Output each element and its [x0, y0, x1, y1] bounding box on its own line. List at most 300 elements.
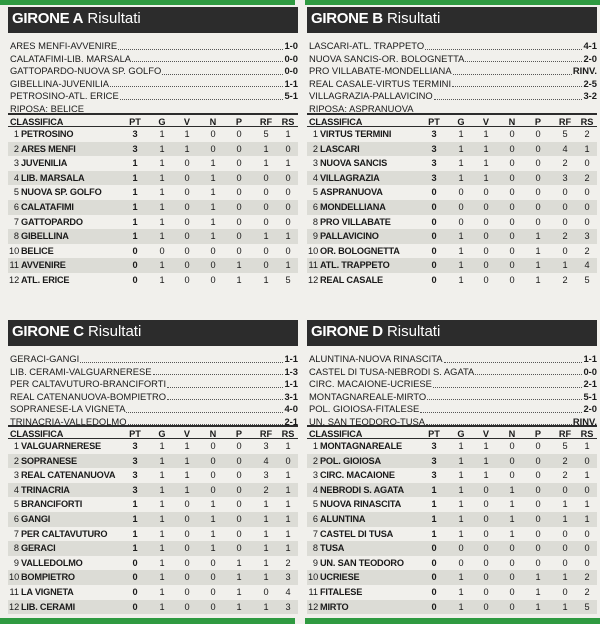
standings-row: [307, 527, 597, 542]
standings-g: 0: [159, 245, 165, 256]
standings-row: [8, 127, 298, 142]
standings-pt: 0: [132, 274, 138, 285]
standings-rf: 4: [562, 143, 568, 154]
standings-rs: 0: [285, 245, 291, 256]
standings-v: 1: [184, 441, 190, 451]
standings-row: [8, 468, 298, 483]
standings-p: 1: [535, 245, 541, 256]
standings-team: LASCARI: [320, 143, 360, 154]
standings-g: 1: [458, 572, 464, 583]
standings-n: 0: [509, 245, 515, 256]
standings-pt: 1: [431, 499, 437, 510]
standings-v: 0: [184, 245, 190, 256]
standings-rf: 0: [263, 187, 269, 198]
standings-team: UN. SAN TEODORO: [320, 557, 404, 568]
standings-pt: 0: [132, 260, 138, 271]
standings-rs: 1: [584, 499, 590, 510]
standings-n: 0: [210, 484, 216, 495]
dot-leader: [453, 65, 572, 75]
standings-rs: 0: [584, 543, 590, 554]
result-score: 1-3: [284, 365, 298, 377]
standings-rf: 0: [562, 201, 568, 212]
standings-team: TUSA: [320, 543, 345, 554]
column-header-n: N: [508, 429, 516, 439]
standings-p: 0: [236, 470, 242, 481]
standings-p: 0: [535, 216, 541, 227]
standings-pt: 1: [431, 513, 437, 524]
standings-p: 1: [236, 260, 242, 271]
standings-pt: 3: [431, 172, 437, 183]
column-header-v: V: [183, 429, 191, 439]
result-match: GERACI-GANGI: [10, 353, 80, 364]
standings-p: 0: [236, 187, 242, 198]
standings-v: 0: [483, 528, 489, 539]
standings-g: 1: [458, 143, 464, 154]
standings-rs: 1: [285, 513, 291, 524]
result-score: 5-1: [284, 90, 298, 101]
result-row: [8, 90, 298, 103]
standings-rf: 5: [562, 441, 568, 451]
standings-p: 0: [236, 484, 242, 495]
standings-g: 1: [458, 129, 464, 139]
result-match: ARES MENFI-AVVENIRE: [10, 40, 118, 51]
standings-g: 1: [458, 528, 464, 539]
girone-d-header: [307, 320, 597, 346]
standings-rf: 5: [263, 129, 269, 139]
standings-row: [8, 273, 298, 288]
standings-p: 0: [236, 201, 242, 212]
standings-rs: 0: [584, 455, 590, 466]
column-header-pt: PT: [129, 117, 141, 127]
standings-rs: 0: [584, 528, 590, 539]
standings-rf: 1: [263, 528, 269, 539]
standings-rf: 0: [263, 216, 269, 227]
standings-g: 1: [159, 143, 165, 154]
standings-rs: 2: [584, 586, 590, 597]
standings-p: 1: [535, 586, 541, 597]
standings-p: 0: [535, 455, 541, 466]
standings-pt: 1: [132, 513, 138, 524]
standings-position: 8: [13, 543, 19, 554]
result-match: CIRC. MACAIONE-UCRIESE: [309, 378, 432, 389]
standings-p: 0: [236, 543, 242, 554]
standings-pt: 3: [132, 455, 138, 466]
standings-position: 12: [308, 274, 319, 285]
standings-team: LIB. MARSALA: [21, 172, 85, 183]
standings-row: [307, 468, 597, 483]
standings-n: 0: [509, 586, 515, 597]
standings-p: 0: [535, 143, 541, 154]
standings-p: 1: [535, 260, 541, 271]
standings-rf: 0: [562, 187, 568, 198]
result-score: 5-1: [583, 390, 597, 402]
standings-position: 2: [13, 455, 19, 466]
standings-rs: 0: [584, 484, 590, 495]
standings-rf: 1: [562, 499, 568, 510]
standings-n: 0: [509, 274, 515, 285]
standings-g: 1: [159, 513, 165, 524]
standings-v: 1: [184, 143, 190, 154]
standings-position: 4: [13, 172, 19, 183]
standings-rf: 0: [562, 216, 568, 227]
standings-rf: 1: [263, 231, 269, 242]
dot-leader: [167, 391, 283, 401]
standings-p: 0: [535, 543, 541, 554]
standings-pt: 0: [431, 601, 437, 612]
dot-leader: [128, 416, 284, 426]
result-score: 4-1: [583, 40, 597, 51]
standings-p: 0: [236, 245, 242, 256]
standings-pt: 3: [132, 143, 138, 154]
standings-p: 0: [535, 470, 541, 481]
standings-pt: 0: [431, 543, 437, 554]
standings-position: 11: [9, 260, 19, 271]
standings-position: 6: [312, 201, 318, 212]
column-header-rs: RS: [281, 429, 295, 439]
standings-g: 1: [159, 187, 165, 198]
standings-position: 10: [308, 245, 319, 256]
standings-g: 1: [159, 572, 165, 583]
standings-rs: 2: [584, 172, 590, 183]
girone-b-standings-table: [307, 113, 597, 288]
standings-row: [307, 556, 597, 571]
standings-rf: 3: [562, 172, 568, 183]
standings-g: 1: [159, 216, 165, 227]
standings-pt: 0: [431, 201, 437, 212]
standings-g: 1: [458, 586, 464, 597]
column-header-p: P: [235, 429, 243, 439]
result-row: [8, 391, 298, 404]
standings-n: 1: [210, 231, 216, 242]
standings-rf: 0: [263, 586, 269, 597]
standings-n: 0: [210, 572, 216, 583]
column-header-rs: RS: [580, 429, 594, 439]
top-green-band-right: [305, 0, 600, 5]
result-row: [8, 53, 298, 66]
standings-row: [8, 541, 298, 556]
standings-position: 7: [312, 528, 318, 539]
standings-rf: 0: [263, 172, 269, 183]
standings-v: 0: [184, 274, 190, 285]
standings-v: 0: [483, 245, 489, 256]
dot-leader: [426, 416, 572, 426]
standings-position: 7: [13, 528, 19, 539]
standings-p: 0: [236, 129, 242, 139]
result-score: RINV.: [572, 65, 597, 76]
standings-team: BRANCIFORTI: [21, 499, 83, 510]
result-match: PER CALTAVUTURO-BRANCIFORTI: [10, 378, 167, 389]
dot-leader: [118, 40, 283, 50]
column-header-v: V: [482, 117, 490, 127]
standings-team: OR. BOLOGNETTA: [320, 245, 400, 256]
standings-position: 11: [9, 586, 19, 597]
result-score: 1-1: [284, 77, 298, 89]
standings-g: 1: [159, 158, 165, 169]
standings-rs: 1: [584, 441, 590, 451]
standings-row: [307, 512, 597, 527]
standings-team: POL. GIOIOSA: [320, 455, 381, 466]
standings-p: 0: [236, 172, 242, 183]
standings-rf: 1: [562, 260, 568, 271]
standings-position: 5: [312, 187, 318, 198]
standings-rs: 1: [285, 528, 291, 539]
column-header-classifica: CLASSIFICA: [10, 117, 64, 127]
standings-position: 1: [312, 441, 318, 451]
standings-pt: 1: [431, 484, 437, 495]
standings-p: 0: [535, 528, 541, 539]
bottom-green-band-right: [305, 618, 600, 624]
standings-row: [8, 215, 298, 230]
standings-rs: 0: [285, 172, 291, 183]
result-match: MONTAGNAREALE-MIRTO: [309, 390, 427, 402]
standings-position: 5: [13, 499, 19, 510]
standings-v: 0: [483, 543, 489, 554]
standings-position: 2: [312, 455, 318, 466]
standings-n: 0: [210, 441, 216, 451]
standings-team: ATL. TRAPPETO: [320, 260, 390, 271]
result-match: PETROSINO-ATL. ERICE: [10, 90, 119, 101]
standings-v: 1: [483, 470, 489, 481]
standings-rs: 1: [285, 260, 291, 271]
standings-n: 0: [509, 572, 515, 583]
standings-g: 1: [458, 158, 464, 169]
dot-leader: [465, 53, 582, 63]
standings-n: 1: [509, 484, 515, 495]
standings-team: UCRIESE: [320, 572, 360, 583]
result-score: 1-0: [284, 40, 298, 51]
standings-v: 0: [184, 231, 190, 242]
standings-pt: 1: [132, 216, 138, 227]
result-score: 1-1: [284, 353, 298, 364]
standings-v: 1: [483, 441, 489, 451]
standings-n: 0: [509, 260, 515, 271]
standings-n: 0: [509, 143, 515, 154]
standings-rf: 3: [263, 441, 269, 451]
standings-g: 0: [458, 187, 464, 198]
standings-row: [8, 527, 298, 542]
standings-pt: 1: [132, 231, 138, 242]
column-header-v: V: [482, 429, 490, 439]
standings-rs: 1: [584, 143, 590, 154]
standings-rf: 2: [562, 455, 568, 466]
standings-g: 1: [159, 260, 165, 271]
standings-team: GANGI: [21, 513, 51, 524]
standings-team: ATL. ERICE: [21, 274, 70, 285]
standings-v: 0: [184, 158, 190, 169]
result-row: [307, 40, 597, 53]
standings-n: 0: [509, 201, 515, 212]
standings-rf: 0: [562, 586, 568, 597]
standings-g: 1: [159, 455, 165, 466]
standings-v: 0: [483, 572, 489, 583]
standings-position: 3: [13, 470, 19, 481]
standings-row: [8, 229, 298, 244]
dot-leader: [475, 366, 582, 376]
girone-b-results-list: [307, 40, 597, 115]
standings-n: 0: [210, 129, 216, 139]
standings-v: 0: [184, 187, 190, 198]
girone-a-results-list: [8, 40, 298, 115]
standings-rf: 0: [263, 245, 269, 256]
standings-n: 1: [509, 528, 515, 539]
standings-n: 0: [509, 231, 515, 242]
result-match: REAL CATENANUOVA-BOMPIETRO: [10, 390, 167, 402]
standings-rf: 3: [263, 470, 269, 481]
standings-rs: 0: [285, 455, 291, 466]
result-match: REAL CASALE-VIRTUS TERMINI: [309, 77, 452, 89]
standings-row: [307, 200, 597, 215]
standings-v: 1: [184, 470, 190, 481]
girone-d-standings-table: [307, 425, 597, 614]
standings-g: 1: [458, 274, 464, 285]
dot-leader: [132, 53, 283, 63]
result-score: RINV.: [572, 415, 597, 427]
result-match: GATTOPARDO-NUOVA SP. GOLFO: [10, 65, 162, 76]
standings-rs: 1: [285, 158, 291, 169]
standings-p: 0: [236, 158, 242, 169]
standings-g: 0: [458, 543, 464, 554]
standings-n: 0: [509, 172, 515, 183]
standings-v: 1: [483, 455, 489, 466]
standings-g: 1: [159, 201, 165, 212]
standings-rs: 2: [584, 245, 590, 256]
result-row: [8, 353, 298, 366]
standings-position: 9: [312, 557, 318, 568]
standings-v: 0: [483, 274, 489, 285]
standings-team: NEBRODI S. AGATA: [320, 484, 404, 495]
standings-v: 0: [483, 231, 489, 242]
standings-rs: 1: [285, 543, 291, 554]
result-match: PRO VILLABATE-MONDELLIANA: [309, 65, 452, 76]
standings-row: [8, 156, 298, 171]
standings-v: 0: [184, 543, 190, 554]
standings-team: PALLAVICINO: [320, 231, 379, 242]
standings-position: 2: [13, 143, 19, 154]
standings-position: 3: [13, 158, 19, 169]
standings-team: BELICE: [21, 245, 54, 256]
dot-leader: [434, 90, 583, 100]
standings-pt: 3: [431, 129, 437, 139]
standings-g: 1: [159, 274, 165, 285]
dot-leader: [433, 378, 583, 388]
standings-n: 0: [509, 557, 515, 568]
standings-team: GERACI: [21, 543, 56, 554]
standings-pt: 1: [431, 528, 437, 539]
girone-d-panel: [307, 320, 597, 614]
standings-rf: 1: [263, 601, 269, 612]
standings-rs: 1: [285, 129, 291, 139]
column-header-n: N: [508, 117, 516, 127]
standings-v: 0: [483, 260, 489, 271]
standings-row: [8, 497, 298, 512]
standings-header-row: [307, 425, 597, 439]
result-match: GIBELLINA-JUVENILIA: [10, 77, 109, 89]
standings-n: 1: [210, 499, 216, 510]
standings-rs: 0: [285, 201, 291, 212]
standings-p: 0: [535, 484, 541, 495]
standings-rf: 1: [562, 601, 568, 612]
column-header-p: P: [235, 117, 243, 127]
result-row: [8, 78, 298, 91]
girone-a-standings-table: [8, 113, 298, 288]
standings-team: MONDELLIANA: [320, 201, 386, 212]
standings-g: 0: [458, 557, 464, 568]
standings-v: 0: [483, 557, 489, 568]
girone-a-subtitle: Risultati: [87, 10, 141, 27]
standings-p: 0: [236, 513, 242, 524]
standings-n: 1: [210, 543, 216, 554]
standings-n: 0: [509, 441, 515, 451]
standings-row: [307, 185, 597, 200]
standings-team: PRO VILLABATE: [320, 216, 391, 227]
standings-rf: 1: [562, 572, 568, 583]
result-match: CASTEL DI TUSA-NEBRODI S. AGATA: [309, 365, 475, 377]
standings-rf: 2: [562, 158, 568, 169]
column-header-n: N: [209, 117, 217, 127]
standings-rf: 1: [263, 513, 269, 524]
standings-pt: 3: [132, 441, 138, 451]
standings-pt: 0: [132, 557, 138, 568]
standings-n: 0: [210, 586, 216, 597]
standings-position: 4: [312, 484, 318, 495]
standings-position: 6: [13, 201, 19, 212]
standings-n: 0: [509, 455, 515, 466]
standings-v: 1: [184, 455, 190, 466]
result-row: [307, 78, 597, 91]
standings-row: [307, 439, 597, 454]
standings-v: 0: [483, 601, 489, 612]
standings-rf: 1: [263, 158, 269, 169]
standings-v: 0: [483, 201, 489, 212]
standings-pt: 0: [132, 245, 138, 256]
standings-rs: 5: [285, 274, 291, 285]
result-row: [8, 403, 298, 416]
result-match: TRINACRIA-VALLEDOLMO: [10, 415, 127, 427]
standings-n: 1: [210, 172, 216, 183]
standings-team: MONTAGNAREALE: [320, 441, 402, 451]
result-score: 2-1: [284, 415, 298, 427]
standings-g: 1: [458, 484, 464, 495]
standings-rs: 1: [285, 484, 291, 495]
standings-team: NUOVA SANCIS: [320, 158, 388, 169]
column-header-n: N: [209, 429, 217, 439]
standings-n: 1: [210, 513, 216, 524]
standings-p: 0: [535, 557, 541, 568]
standings-rf: 1: [263, 499, 269, 510]
standings-n: 0: [210, 143, 216, 154]
standings-rf: 0: [263, 260, 269, 271]
standings-position: 8: [312, 543, 318, 554]
standings-g: 1: [458, 260, 464, 271]
result-score: 2-1: [583, 378, 597, 389]
standings-team: LA VIGNETA: [21, 586, 74, 597]
standings-position: 8: [13, 231, 19, 242]
standings-p: 0: [535, 201, 541, 212]
standings-rs: 4: [584, 260, 590, 271]
standings-header-row: [8, 113, 298, 127]
standings-row: [8, 483, 298, 498]
result-score: 1-1: [583, 353, 597, 364]
standings-pt: 1: [132, 499, 138, 510]
standings-team: VALGUARNERESE: [21, 441, 101, 451]
standings-g: 1: [458, 470, 464, 481]
dot-leader: [110, 78, 283, 88]
girone-c-header: [8, 320, 298, 346]
standings-v: 0: [184, 499, 190, 510]
standings-rs: 0: [584, 187, 590, 198]
standings-n: 0: [509, 470, 515, 481]
standings-row: [8, 439, 298, 454]
